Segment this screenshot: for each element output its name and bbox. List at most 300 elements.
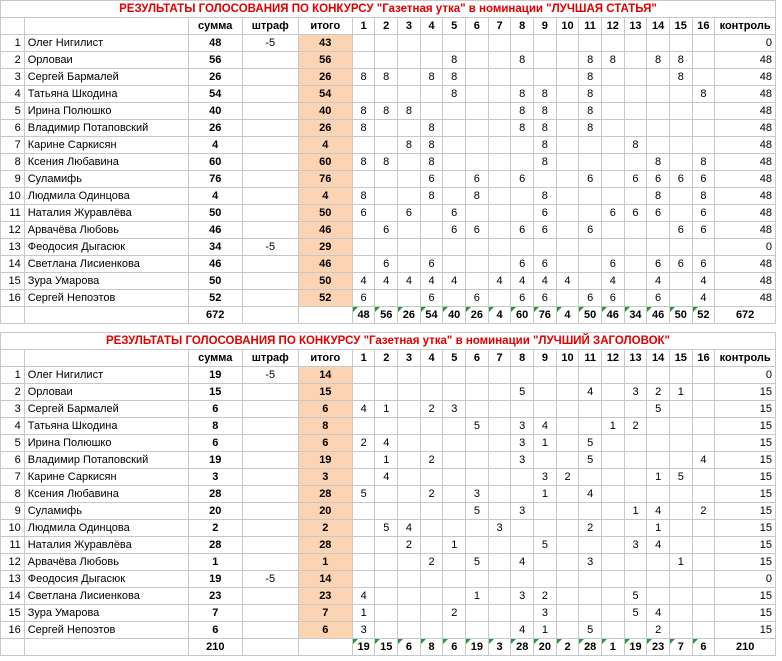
shtraf-cell[interactable] [242, 622, 298, 639]
vote-cell[interactable] [601, 35, 624, 52]
vote-cell[interactable] [556, 256, 579, 273]
kontrol-cell[interactable]: 15 [715, 503, 776, 520]
vote-cell[interactable] [420, 418, 443, 435]
participant-name[interactable]: Суламифь [24, 503, 188, 520]
itogo-cell[interactable]: 26 [298, 69, 352, 86]
row-index[interactable]: 12 [1, 554, 25, 571]
vote-cell[interactable]: 1 [534, 435, 557, 452]
vote-cell[interactable] [511, 154, 534, 171]
vote-cell[interactable]: 8 [443, 69, 466, 86]
row-index[interactable]: 16 [1, 622, 25, 639]
vote-cell[interactable] [669, 35, 692, 52]
vote-cell[interactable] [647, 137, 670, 154]
kontrol-cell[interactable]: 15 [715, 486, 776, 503]
participant-name[interactable]: Людмила Одинцова [24, 188, 188, 205]
header-juror-9[interactable]: 9 [533, 18, 556, 35]
vote-cell[interactable] [692, 435, 715, 452]
vote-cell[interactable]: 1 [375, 401, 398, 418]
vote-cell[interactable] [488, 588, 511, 605]
vote-cell[interactable] [375, 486, 398, 503]
vote-cell[interactable] [692, 537, 715, 554]
vote-cell[interactable] [624, 256, 647, 273]
vote-cell[interactable] [601, 103, 624, 120]
vote-cell[interactable] [647, 435, 670, 452]
vote-cell[interactable]: 6 [352, 290, 375, 307]
participant-name[interactable]: Сергей Бармалей [24, 69, 188, 86]
kontrol-cell[interactable]: 48 [715, 154, 776, 171]
header-juror-15[interactable]: 15 [669, 18, 692, 35]
juror-sum-cell[interactable]: 54 [420, 307, 443, 324]
shtraf-cell[interactable] [242, 605, 298, 622]
row-index[interactable]: 7 [1, 469, 25, 486]
vote-cell[interactable] [352, 469, 375, 486]
vote-cell[interactable] [375, 205, 398, 222]
vote-cell[interactable]: 3 [534, 469, 557, 486]
vote-cell[interactable] [624, 103, 647, 120]
vote-cell[interactable] [556, 137, 579, 154]
row-index[interactable]: 9 [1, 503, 25, 520]
vote-cell[interactable]: 8 [533, 137, 556, 154]
vote-cell[interactable]: 1 [466, 588, 489, 605]
vote-cell[interactable] [601, 154, 624, 171]
vote-cell[interactable] [692, 418, 715, 435]
vote-cell[interactable] [466, 384, 489, 401]
vote-cell[interactable]: 8 [692, 86, 715, 103]
vote-cell[interactable] [466, 137, 489, 154]
itogo-cell[interactable]: 23 [298, 588, 352, 605]
juror-sum-cell[interactable]: 6 [443, 639, 466, 656]
vote-cell[interactable] [398, 35, 421, 52]
vote-cell[interactable] [534, 571, 557, 588]
summa-cell[interactable]: 23 [188, 588, 242, 605]
vote-cell[interactable] [352, 171, 375, 188]
header-summa[interactable]: сумма [188, 350, 242, 367]
participant-name[interactable]: Арвачёва Любовь [24, 222, 188, 239]
vote-cell[interactable] [669, 452, 692, 469]
summa-cell[interactable]: 28 [188, 486, 242, 503]
vote-cell[interactable] [398, 452, 421, 469]
vote-cell[interactable]: 6 [692, 222, 715, 239]
vote-cell[interactable] [692, 605, 715, 622]
vote-cell[interactable] [488, 222, 511, 239]
juror-sum-cell[interactable]: 6 [398, 639, 421, 656]
summa-cell[interactable]: 46 [188, 222, 242, 239]
vote-cell[interactable]: 8 [647, 154, 670, 171]
vote-cell[interactable] [579, 256, 602, 273]
vote-cell[interactable]: 4 [511, 622, 534, 639]
vote-cell[interactable] [488, 103, 511, 120]
vote-cell[interactable] [534, 503, 557, 520]
vote-cell[interactable]: 5 [534, 537, 557, 554]
shtraf-cell[interactable]: -5 [242, 571, 298, 588]
header-shtraf[interactable]: штраф [242, 350, 298, 367]
itogo-cell[interactable]: 15 [298, 384, 352, 401]
vote-cell[interactable]: 6 [398, 205, 421, 222]
summa-cell[interactable]: 54 [188, 86, 242, 103]
participant-name[interactable]: Орловаи [24, 384, 188, 401]
vote-cell[interactable] [624, 367, 647, 384]
total-kontrol[interactable]: 672 [715, 307, 776, 324]
vote-cell[interactable] [624, 571, 647, 588]
vote-cell[interactable] [534, 384, 557, 401]
vote-cell[interactable] [624, 239, 647, 256]
shtraf-cell[interactable] [242, 520, 298, 537]
vote-cell[interactable] [579, 137, 602, 154]
vote-cell[interactable] [443, 120, 466, 137]
vote-cell[interactable] [556, 554, 579, 571]
kontrol-cell[interactable]: 15 [715, 452, 776, 469]
vote-cell[interactable] [669, 588, 692, 605]
vote-cell[interactable]: 2 [692, 503, 715, 520]
vote-cell[interactable]: 4 [647, 273, 670, 290]
vote-cell[interactable] [466, 401, 489, 418]
shtraf-cell[interactable] [242, 401, 298, 418]
row-index[interactable]: 11 [1, 537, 25, 554]
vote-cell[interactable]: 8 [579, 69, 602, 86]
vote-cell[interactable] [420, 469, 443, 486]
vote-cell[interactable]: 8 [443, 86, 466, 103]
header-juror-2[interactable]: 2 [375, 18, 398, 35]
kontrol-cell[interactable]: 0 [715, 239, 776, 256]
vote-cell[interactable]: 6 [624, 205, 647, 222]
vote-cell[interactable] [488, 622, 511, 639]
vote-cell[interactable]: 6 [420, 256, 443, 273]
summa-cell[interactable]: 60 [188, 154, 242, 171]
vote-cell[interactable]: 6 [624, 171, 647, 188]
vote-cell[interactable]: 6 [533, 222, 556, 239]
vote-cell[interactable] [624, 435, 647, 452]
participant-name[interactable]: Арвачёва Любовь [24, 554, 188, 571]
participant-name[interactable]: Людмила Одинцова [24, 520, 188, 537]
vote-cell[interactable] [511, 520, 534, 537]
kontrol-cell[interactable]: 48 [715, 205, 776, 222]
shtraf-cell[interactable] [242, 486, 298, 503]
row-index[interactable]: 15 [1, 273, 25, 290]
kontrol-cell[interactable]: 48 [715, 52, 776, 69]
summa-cell[interactable]: 56 [188, 52, 242, 69]
vote-cell[interactable] [579, 367, 602, 384]
header-juror-7[interactable]: 7 [488, 18, 511, 35]
vote-cell[interactable] [692, 469, 715, 486]
juror-sum-cell[interactable]: 20 [534, 639, 557, 656]
vote-cell[interactable]: 6 [601, 205, 624, 222]
juror-sum-cell[interactable]: 52 [692, 307, 715, 324]
vote-cell[interactable]: 4 [352, 588, 375, 605]
vote-cell[interactable] [398, 86, 421, 103]
vote-cell[interactable]: 6 [647, 171, 670, 188]
vote-cell[interactable] [420, 384, 443, 401]
vote-cell[interactable] [398, 486, 421, 503]
itogo-cell[interactable]: 56 [298, 52, 352, 69]
vote-cell[interactable] [602, 469, 625, 486]
vote-cell[interactable] [624, 469, 647, 486]
itogo-cell[interactable]: 60 [298, 154, 352, 171]
juror-sum-cell[interactable]: 48 [352, 307, 375, 324]
shtraf-cell[interactable] [242, 205, 298, 222]
sum-empty-itogo[interactable] [298, 307, 352, 324]
vote-cell[interactable]: 8 [669, 69, 692, 86]
vote-cell[interactable] [602, 384, 625, 401]
participant-name[interactable]: Ирина Полюшко [24, 435, 188, 452]
vote-cell[interactable] [647, 452, 670, 469]
itogo-cell[interactable]: 7 [298, 605, 352, 622]
vote-cell[interactable]: 1 [602, 418, 625, 435]
vote-cell[interactable] [375, 52, 398, 69]
vote-cell[interactable] [488, 86, 511, 103]
vote-cell[interactable]: 6 [511, 222, 534, 239]
vote-cell[interactable] [375, 290, 398, 307]
header-juror-8[interactable]: 8 [511, 350, 534, 367]
vote-cell[interactable] [669, 239, 692, 256]
shtraf-cell[interactable] [242, 588, 298, 605]
vote-cell[interactable] [466, 205, 489, 222]
vote-cell[interactable]: 8 [398, 103, 421, 120]
vote-cell[interactable] [443, 554, 466, 571]
vote-cell[interactable] [466, 120, 489, 137]
itogo-cell[interactable]: 29 [298, 239, 352, 256]
vote-cell[interactable] [443, 520, 466, 537]
vote-cell[interactable]: 2 [420, 452, 443, 469]
vote-cell[interactable]: 5 [647, 401, 670, 418]
shtraf-cell[interactable] [242, 537, 298, 554]
vote-cell[interactable]: 8 [511, 103, 534, 120]
header-juror-14[interactable]: 14 [647, 350, 670, 367]
vote-cell[interactable] [624, 486, 647, 503]
vote-cell[interactable] [352, 367, 375, 384]
vote-cell[interactable] [602, 486, 625, 503]
header-juror-11[interactable]: 11 [579, 350, 602, 367]
vote-cell[interactable] [556, 503, 579, 520]
vote-cell[interactable] [443, 239, 466, 256]
itogo-cell[interactable]: 28 [298, 537, 352, 554]
vote-cell[interactable] [375, 537, 398, 554]
itogo-cell[interactable]: 20 [298, 503, 352, 520]
shtraf-cell[interactable] [242, 503, 298, 520]
vote-cell[interactable] [511, 537, 534, 554]
vote-cell[interactable]: 3 [352, 622, 375, 639]
participant-name[interactable]: Зура Умарова [24, 605, 188, 622]
vote-cell[interactable] [398, 418, 421, 435]
vote-cell[interactable] [488, 537, 511, 554]
vote-cell[interactable] [488, 35, 511, 52]
vote-cell[interactable]: 2 [420, 401, 443, 418]
juror-sum-cell[interactable]: 76 [533, 307, 556, 324]
vote-cell[interactable] [556, 537, 579, 554]
shtraf-cell[interactable] [242, 154, 298, 171]
summa-cell[interactable]: 4 [188, 188, 242, 205]
vote-cell[interactable] [556, 86, 579, 103]
vote-cell[interactable] [556, 486, 579, 503]
juror-sum-cell[interactable]: 26 [466, 307, 489, 324]
summa-cell[interactable]: 48 [188, 35, 242, 52]
vote-cell[interactable] [579, 205, 602, 222]
vote-cell[interactable] [624, 520, 647, 537]
summa-cell[interactable]: 6 [188, 401, 242, 418]
vote-cell[interactable]: 6 [511, 256, 534, 273]
sum-empty-shtraf[interactable] [242, 307, 298, 324]
vote-cell[interactable] [352, 86, 375, 103]
vote-cell[interactable]: 4 [647, 537, 670, 554]
itogo-cell[interactable]: 8 [298, 418, 352, 435]
vote-cell[interactable] [466, 367, 489, 384]
vote-cell[interactable]: 8 [692, 188, 715, 205]
vote-cell[interactable] [420, 537, 443, 554]
vote-cell[interactable] [488, 401, 511, 418]
vote-cell[interactable] [602, 452, 625, 469]
header-juror-6[interactable]: 6 [466, 350, 489, 367]
vote-cell[interactable]: 4 [511, 273, 534, 290]
sum-empty-name[interactable] [24, 307, 188, 324]
vote-cell[interactable] [669, 86, 692, 103]
vote-cell[interactable]: 3 [466, 486, 489, 503]
itogo-cell[interactable]: 4 [298, 188, 352, 205]
vote-cell[interactable] [375, 503, 398, 520]
vote-cell[interactable]: 5 [466, 554, 489, 571]
shtraf-cell[interactable] [242, 188, 298, 205]
vote-cell[interactable] [352, 503, 375, 520]
vote-cell[interactable] [533, 52, 556, 69]
vote-cell[interactable] [669, 401, 692, 418]
header-juror-4[interactable]: 4 [420, 350, 443, 367]
vote-cell[interactable]: 8 [579, 103, 602, 120]
participant-name[interactable]: Олег Нигилист [24, 35, 188, 52]
vote-cell[interactable] [602, 435, 625, 452]
header-juror-9[interactable]: 9 [534, 350, 557, 367]
vote-cell[interactable] [556, 452, 579, 469]
vote-cell[interactable] [624, 52, 647, 69]
vote-cell[interactable] [398, 239, 421, 256]
vote-cell[interactable]: 4 [647, 503, 670, 520]
vote-cell[interactable] [420, 86, 443, 103]
header-juror-1[interactable]: 1 [352, 18, 375, 35]
row-index[interactable]: 14 [1, 588, 25, 605]
vote-cell[interactable] [375, 367, 398, 384]
vote-cell[interactable]: 2 [420, 554, 443, 571]
vote-cell[interactable] [488, 469, 511, 486]
vote-cell[interactable] [488, 452, 511, 469]
row-index[interactable]: 3 [1, 69, 25, 86]
itogo-cell[interactable]: 2 [298, 520, 352, 537]
vote-cell[interactable] [398, 384, 421, 401]
vote-cell[interactable] [511, 571, 534, 588]
row-index[interactable]: 13 [1, 571, 25, 588]
row-index[interactable]: 2 [1, 384, 25, 401]
vote-cell[interactable] [466, 435, 489, 452]
vote-cell[interactable] [466, 35, 489, 52]
vote-cell[interactable] [488, 290, 511, 307]
vote-cell[interactable] [692, 239, 715, 256]
vote-cell[interactable] [488, 120, 511, 137]
vote-cell[interactable] [556, 605, 579, 622]
itogo-cell[interactable]: 46 [298, 222, 352, 239]
vote-cell[interactable] [556, 222, 579, 239]
vote-cell[interactable] [466, 622, 489, 639]
header-juror-10[interactable]: 10 [556, 18, 579, 35]
vote-cell[interactable] [579, 401, 602, 418]
vote-cell[interactable] [669, 103, 692, 120]
header-juror-16[interactable]: 16 [692, 350, 715, 367]
vote-cell[interactable] [398, 69, 421, 86]
vote-cell[interactable] [511, 205, 534, 222]
vote-cell[interactable] [647, 120, 670, 137]
vote-cell[interactable] [669, 137, 692, 154]
vote-cell[interactable] [556, 622, 579, 639]
vote-cell[interactable] [624, 401, 647, 418]
vote-cell[interactable] [466, 52, 489, 69]
kontrol-cell[interactable]: 48 [715, 103, 776, 120]
vote-cell[interactable] [624, 69, 647, 86]
vote-cell[interactable] [488, 418, 511, 435]
participant-name[interactable]: Суламифь [24, 171, 188, 188]
vote-cell[interactable]: 8 [352, 120, 375, 137]
vote-cell[interactable] [352, 52, 375, 69]
vote-cell[interactable] [375, 137, 398, 154]
shtraf-cell[interactable] [242, 137, 298, 154]
vote-cell[interactable] [488, 571, 511, 588]
juror-sum-cell[interactable]: 26 [398, 307, 421, 324]
participant-name[interactable]: Орловаи [24, 52, 188, 69]
kontrol-cell[interactable]: 15 [715, 384, 776, 401]
vote-cell[interactable] [692, 52, 715, 69]
itogo-cell[interactable]: 40 [298, 103, 352, 120]
vote-cell[interactable] [443, 503, 466, 520]
vote-cell[interactable] [647, 239, 670, 256]
juror-sum-cell[interactable]: 40 [443, 307, 466, 324]
header-juror-15[interactable]: 15 [669, 350, 692, 367]
itogo-cell[interactable]: 76 [298, 171, 352, 188]
juror-sum-cell[interactable]: 50 [669, 307, 692, 324]
vote-cell[interactable] [398, 588, 421, 605]
participant-name[interactable]: Наталия Журавлёва [24, 537, 188, 554]
kontrol-cell[interactable]: 15 [715, 401, 776, 418]
juror-sum-cell[interactable]: 19 [624, 639, 647, 656]
juror-sum-cell[interactable]: 3 [488, 639, 511, 656]
header-juror-7[interactable]: 7 [488, 350, 511, 367]
vote-cell[interactable] [602, 571, 625, 588]
vote-cell[interactable]: 1 [534, 622, 557, 639]
participant-name[interactable]: Карине Саркисян [24, 469, 188, 486]
vote-cell[interactable]: 6 [466, 290, 489, 307]
itogo-cell[interactable]: 1 [298, 554, 352, 571]
kontrol-cell[interactable]: 15 [715, 622, 776, 639]
header-summa[interactable]: сумма [188, 18, 242, 35]
vote-cell[interactable] [601, 69, 624, 86]
vote-cell[interactable] [443, 452, 466, 469]
vote-cell[interactable]: 6 [375, 256, 398, 273]
vote-cell[interactable] [601, 171, 624, 188]
header-juror-11[interactable]: 11 [579, 18, 602, 35]
vote-cell[interactable] [488, 239, 511, 256]
vote-cell[interactable]: 3 [511, 435, 534, 452]
kontrol-cell[interactable]: 48 [715, 188, 776, 205]
itogo-cell[interactable]: 6 [298, 401, 352, 418]
vote-cell[interactable] [669, 418, 692, 435]
vote-cell[interactable] [443, 486, 466, 503]
vote-cell[interactable] [511, 69, 534, 86]
vote-cell[interactable] [669, 622, 692, 639]
vote-cell[interactable]: 6 [692, 171, 715, 188]
header-shtraf[interactable]: штраф [242, 18, 298, 35]
header-empty-idx[interactable] [1, 350, 25, 367]
vote-cell[interactable]: 8 [533, 188, 556, 205]
vote-cell[interactable] [579, 605, 602, 622]
header-juror-2[interactable]: 2 [375, 350, 398, 367]
vote-cell[interactable] [420, 605, 443, 622]
vote-cell[interactable] [420, 205, 443, 222]
vote-cell[interactable] [692, 554, 715, 571]
juror-sum-cell[interactable]: 46 [601, 307, 624, 324]
vote-cell[interactable]: 4 [647, 605, 670, 622]
